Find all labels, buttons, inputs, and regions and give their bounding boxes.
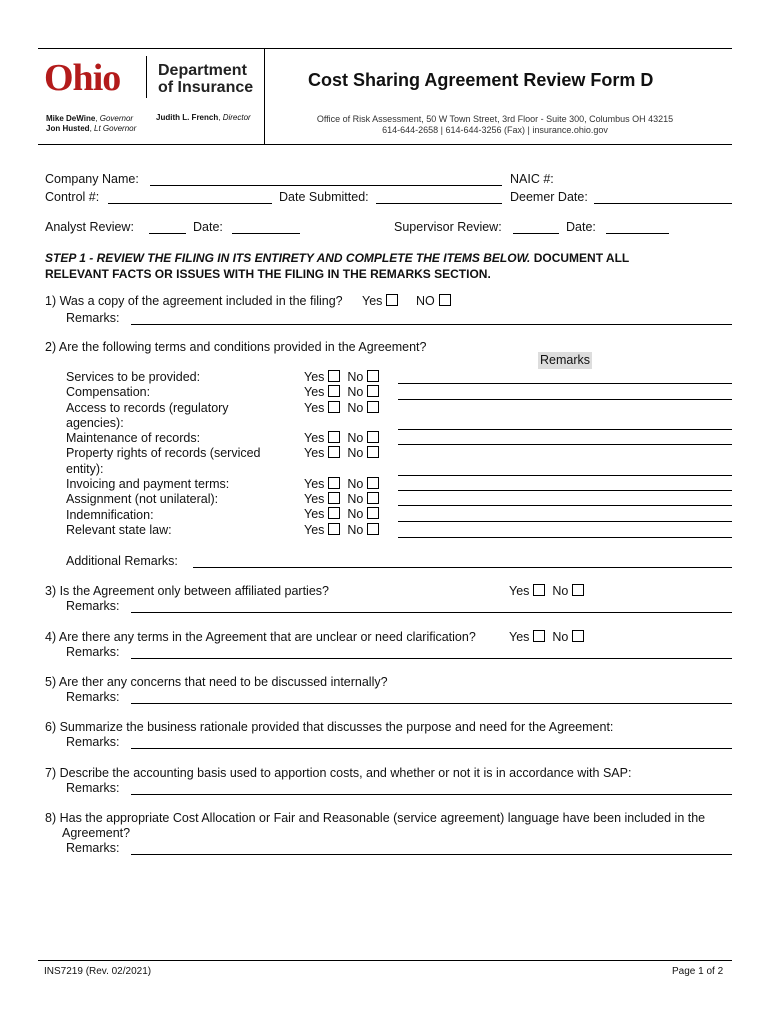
term-state-law: Relevant state law: — [66, 522, 172, 537]
q1-remarks-field[interactable] — [131, 324, 732, 325]
term-maintenance: Maintenance of records: — [66, 431, 201, 446]
q7-remarks-label: Remarks: — [66, 781, 120, 795]
yes-checkbox[interactable] — [328, 446, 340, 458]
no-checkbox[interactable] — [367, 507, 379, 519]
logo-divider — [146, 56, 147, 98]
term-yes-no-row[interactable]: Yes No — [304, 446, 379, 460]
q1-remarks-label: Remarks: — [66, 311, 120, 325]
naic-label: NAIC #: — [510, 172, 554, 186]
footer-rule — [38, 960, 732, 961]
q3-yes-checkbox[interactable] — [533, 584, 545, 596]
term-yes-no-row[interactable]: Yes No — [304, 385, 379, 399]
term-remarks-line[interactable] — [398, 505, 732, 506]
header-top-rule — [38, 48, 732, 49]
step1-instructions-line2: RELEVANT FACTS OR ISSUES WITH THE FILING IN THE REMARKS SECTION. — [45, 267, 491, 281]
question-4: 4) Are there any terms in the Agreement that are unclear or need clarification? — [45, 630, 476, 644]
no-checkbox[interactable] — [367, 492, 379, 504]
q6-remarks-label: Remarks: — [66, 735, 120, 749]
question-3: 3) Is the Agreement only between affiliated parties? — [45, 584, 329, 598]
office-address: Office of Risk Assessment, 50 W Town Street, 3rd Floor - Suite 300, Columbus OH 43215 — [316, 114, 674, 124]
term-assignment: Assignment (not unilateral): — [66, 492, 219, 507]
q3-remarks-label: Remarks: — [66, 599, 120, 613]
q8-remarks-label: Remarks: — [66, 841, 120, 855]
page-number: Page 1 of 2 — [672, 966, 724, 977]
term-yes-no-row[interactable]: Yes No — [304, 401, 379, 415]
q1-no-checkbox[interactable] — [439, 294, 451, 306]
lt-governor-line: Jon Husted, Lt Governor — [46, 124, 137, 133]
no-checkbox[interactable] — [367, 385, 379, 397]
company-name-field[interactable] — [150, 185, 502, 186]
q3-no-checkbox[interactable] — [572, 584, 584, 596]
yes-checkbox[interactable] — [328, 401, 340, 413]
deemer-date-label: Deemer Date: — [510, 190, 588, 204]
form-number: INS7219 (Rev. 02/2021) — [44, 966, 152, 977]
governor-line: Mike DeWine, Governor — [46, 114, 134, 123]
term-property-rights: Property rights of records (serviced — [66, 446, 261, 461]
term-yes-no-row[interactable]: Yes No — [304, 492, 379, 506]
analyst-date-field[interactable] — [232, 233, 300, 234]
term-remarks-line[interactable] — [398, 383, 732, 384]
department-name: Department of Insurance — [158, 62, 254, 96]
q7-remarks-field[interactable] — [131, 794, 732, 795]
q4-remarks-field[interactable] — [131, 658, 732, 659]
term-invoicing: Invoicing and payment terms: — [66, 477, 230, 492]
terms-list — [66, 370, 261, 538]
q3-yes-no[interactable]: Yes No — [509, 584, 584, 598]
supervisor-review-field[interactable] — [513, 233, 559, 234]
no-checkbox[interactable] — [367, 477, 379, 489]
question-2: 2) Are the following terms and conditions provided in the Agreement? — [45, 340, 427, 354]
yes-checkbox[interactable] — [328, 431, 340, 443]
office-contact: 614-644-2658 | 614-644-3256 (Fax) | insurance.ohio.gov — [382, 125, 608, 135]
analyst-review-label: Analyst Review: — [45, 220, 134, 234]
q6-remarks-field[interactable] — [131, 748, 732, 749]
term-yes-no-row[interactable]: Yes No — [304, 507, 379, 521]
no-checkbox[interactable] — [367, 370, 379, 382]
term-services: Services to be provided: — [66, 370, 201, 384]
q8-remarks-field[interactable] — [131, 854, 732, 855]
date-submitted-label: Date Submitted: — [279, 190, 369, 204]
term-remarks-line[interactable] — [398, 521, 732, 522]
question-8-cont: Agreement? — [62, 826, 131, 840]
supervisor-date-label: Date: — [566, 220, 596, 234]
term-remarks-line[interactable] — [398, 537, 732, 538]
director-line: Judith L. French, Director — [156, 113, 251, 122]
supervisor-review-label: Supervisor Review: — [394, 220, 502, 234]
question-5: 5) Are ther any concerns that need to be discussed internally? — [45, 675, 388, 689]
form-title: Cost Sharing Agreement Review Form D — [308, 70, 654, 90]
ohio-logo: Ohio — [44, 57, 121, 99]
term-remarks-line[interactable] — [398, 490, 732, 491]
q4-yes-no[interactable]: Yes No — [509, 630, 584, 644]
control-label: Control #: — [45, 190, 100, 204]
header-divider — [264, 48, 265, 144]
additional-remarks-field[interactable] — [193, 567, 732, 568]
no-checkbox[interactable] — [367, 401, 379, 413]
q1-no-option[interactable]: NO — [416, 294, 451, 308]
yes-checkbox[interactable] — [328, 370, 340, 382]
q5-remarks-field[interactable] — [131, 703, 732, 704]
term-remarks-line[interactable] — [398, 475, 732, 476]
company-name-label: Company Name: — [45, 172, 139, 186]
question-7: 7) Describe the accounting basis used to apportion costs, and whether or not it is in accordance with SAP: — [45, 766, 632, 780]
q3-remarks-field[interactable] — [131, 612, 732, 613]
header-bottom-rule — [38, 144, 732, 145]
no-checkbox[interactable] — [367, 431, 379, 443]
term-yes-no-row[interactable]: Yes No — [304, 431, 379, 445]
q4-no-checkbox[interactable] — [572, 630, 584, 642]
additional-remarks-label: Additional Remarks: — [66, 554, 178, 568]
term-access-records: Access to records (regulatory — [66, 400, 229, 415]
yes-checkbox[interactable] — [328, 492, 340, 504]
question-8: 8) Has the appropriate Cost Allocation or Fair and Reasonable (service agreement) language have been included in the — [45, 811, 706, 825]
q4-yes-checkbox[interactable] — [533, 630, 545, 642]
control-field[interactable] — [108, 203, 272, 204]
q1-yes-option[interactable]: Yes — [362, 294, 398, 308]
question-1: 1) Was a copy of the agreement included in the filing? — [45, 294, 343, 308]
term-yes-no-row[interactable]: Yes No — [304, 370, 379, 384]
term-property-rights-cont: entity): — [66, 461, 104, 476]
analyst-date-label: Date: — [193, 220, 223, 234]
term-remarks-line[interactable] — [398, 444, 732, 445]
deemer-date-field[interactable] — [594, 203, 732, 204]
q5-remarks-label: Remarks: — [66, 690, 120, 704]
term-compensation: Compensation: — [66, 385, 151, 400]
term-indemnification: Indemnification: — [66, 507, 154, 522]
term-access-records-cont: agencies): — [66, 415, 124, 430]
term-yes-no-row[interactable]: Yes No — [304, 477, 379, 491]
no-checkbox[interactable] — [367, 446, 379, 458]
yes-checkbox[interactable] — [328, 507, 340, 519]
q4-remarks-label: Remarks: — [66, 645, 120, 659]
yes-checkbox[interactable] — [328, 477, 340, 489]
term-remarks-line[interactable] — [398, 399, 732, 400]
q1-yes-checkbox[interactable] — [386, 294, 398, 306]
analyst-review-field[interactable] — [149, 233, 186, 234]
supervisor-date-field[interactable] — [606, 233, 669, 234]
step1-instructions: STEP 1 - REVIEW THE FILING IN ITS ENTIRETY AND COMPLETE THE ITEMS BELOW. DOCUMENT ALL — [45, 251, 630, 265]
date-submitted-field[interactable] — [376, 203, 502, 204]
question-6: 6) Summarize the business rationale provided that discusses the purpose and need for the Agreement: — [45, 720, 614, 734]
term-remarks-line[interactable] — [398, 429, 732, 430]
yes-checkbox[interactable] — [328, 385, 340, 397]
remarks-column-header: Remarks — [539, 353, 590, 367]
term-yes-no-row[interactable]: Yes No — [304, 523, 379, 537]
no-checkbox[interactable] — [367, 523, 379, 535]
yes-checkbox[interactable] — [328, 523, 340, 535]
